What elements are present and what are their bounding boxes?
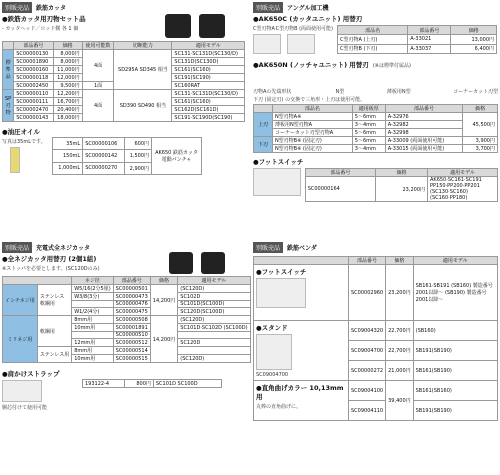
table-cell: N型 xyxy=(335,89,345,95)
table-cell: 13,000円 xyxy=(451,35,497,44)
table-cell: 14,200円 xyxy=(150,285,178,316)
table-cell: 12,200円 xyxy=(53,90,82,98)
table-cell: SC09004100 xyxy=(349,381,386,401)
table-cell: SC00000160 xyxy=(14,66,53,74)
table-cell: 部品番号 xyxy=(385,105,463,113)
table-cell: 14,200円 xyxy=(150,316,178,363)
table-cell: SC101D(SC100D) xyxy=(178,301,250,308)
table-cell: 12,000円 xyxy=(53,74,82,82)
oil-bottle-image xyxy=(10,147,20,173)
table-cell: SC00000272 xyxy=(349,361,386,381)
table-cell: A-33009 (両面使用可能) xyxy=(385,137,463,145)
foot-switch-table xyxy=(305,168,498,202)
foot-switch-image xyxy=(256,278,306,308)
blade-table xyxy=(2,41,245,122)
table-cell: SC00000476 xyxy=(113,301,150,308)
table-cell: 別販売品 xyxy=(2,2,32,13)
table-cell: SC00000510 xyxy=(113,332,150,339)
table-cell: SB161(SB160) xyxy=(413,381,497,401)
table-cell: 下刃 (固定刃) の交換で三角形・上刃は使用可能。 xyxy=(253,97,366,103)
table-cell: 部品番号 xyxy=(113,277,150,285)
table-cell: 適用板厚 xyxy=(352,105,385,113)
table-cell: SC00001890 xyxy=(14,58,53,66)
table-cell: 丸棒の直角曲げに。 xyxy=(256,404,302,410)
table-cell: 22,700円 xyxy=(386,321,414,341)
strap-image xyxy=(2,380,42,402)
rebar-bender-panel xyxy=(253,242,498,421)
table-cell: SC00000111 xyxy=(14,98,53,106)
table-cell: 1,500円 xyxy=(124,150,151,162)
table-cell: 150mL xyxy=(53,150,83,162)
table-cell: 5〜6mm xyxy=(352,137,385,145)
panel-header xyxy=(2,242,245,252)
table-cell: 4面 xyxy=(82,50,114,82)
table-cell: N型刃物A※ xyxy=(272,113,352,121)
bender-table xyxy=(253,256,498,421)
table-cell: 20,400円 xyxy=(53,106,82,114)
table-cell: SC161(SC160) xyxy=(172,98,245,106)
c-blade-table xyxy=(337,25,497,54)
table-cell: SC00000142 xyxy=(83,150,125,162)
table-cell: SC00000118 xyxy=(14,74,53,82)
table-cell: C型刃物A (上刃) xyxy=(338,35,408,44)
table-cell: 12mm用 xyxy=(72,339,113,347)
table-cell: (SC120D) xyxy=(178,316,250,324)
table-cell: N型刃物B※ (固定刃) xyxy=(272,145,352,153)
table-cell: SC00000473 xyxy=(113,293,150,301)
table-cell: W5/16(2分5厘) xyxy=(72,285,113,293)
table-cell: (SC120D) xyxy=(178,285,250,293)
table-cell: 3,700円 xyxy=(463,145,498,153)
table-cell: ネジ径 xyxy=(72,277,113,285)
table-cell: 部品名 xyxy=(338,26,408,35)
table-cell: ●フットスイッチ xyxy=(256,268,307,276)
oil-note: 写真は35mLです。 xyxy=(2,139,46,145)
table-cell: A-32982 xyxy=(385,121,463,129)
table-cell: 3〜4mm xyxy=(352,145,385,153)
table-cell: SC00000515 xyxy=(113,355,150,363)
table-cell: 鉄筋カッタ xyxy=(36,4,66,12)
table-cell: 9,500円 xyxy=(53,82,82,90)
table-cell: 部品番号 xyxy=(349,257,386,265)
table-cell: 11,000円 xyxy=(53,66,82,74)
table-cell: 39,400円 xyxy=(386,381,414,421)
table-cell: SC09004700 xyxy=(349,341,386,361)
angle-machine-panel xyxy=(253,2,498,202)
table-cell: 薄板用N型刃物A xyxy=(272,121,352,129)
table-cell: AK650·SC161·SC191 PP150·PP200·PP201 (SC130·SC160) (SC160·PP180) xyxy=(428,177,498,202)
table-cell: SC120D(SC100D) xyxy=(178,308,250,316)
table-cell: 鉄筋ベンダ xyxy=(287,244,317,252)
table-cell: ※ストッパを必要とします。(SC120Dのみ) xyxy=(2,266,100,272)
table-cell: 薄板用N型 xyxy=(386,89,411,95)
table-cell: 部品番号 xyxy=(305,169,375,177)
table-cell: コーナーカット刃型 xyxy=(453,89,498,95)
table-cell: A-33021 xyxy=(408,35,451,44)
table-cell: 23,200円 xyxy=(375,177,427,202)
thread-blade-table xyxy=(2,276,251,363)
table-cell: 8,000円 xyxy=(53,58,82,66)
table-cell: SC00001891 xyxy=(113,324,150,332)
table-cell: 21,000円 xyxy=(386,361,414,381)
thread-cutter-panel xyxy=(2,242,248,411)
table-cell: 別販売品 xyxy=(2,242,32,253)
cutter-blade-image xyxy=(199,14,225,38)
table-cell: SC00000106 xyxy=(83,138,125,150)
table-cell: 刃物Aの先端形状 xyxy=(253,89,292,95)
table-cell: 18,000円 xyxy=(53,114,82,122)
table-cell: 充電式全ネジカッタ xyxy=(36,244,90,252)
table-cell: SC00002450 xyxy=(14,82,53,90)
table-cell: 部品番号 xyxy=(408,26,451,35)
table-cell: N型刃物B※ (固定刃) xyxy=(272,137,352,145)
table-cell: SC00000512 xyxy=(113,339,150,347)
table-cell: SC00000270 xyxy=(83,162,125,174)
oil-table xyxy=(52,137,202,175)
table-cell: SC101D SC100D xyxy=(153,380,221,388)
table-cell: 45,500円 xyxy=(463,113,498,137)
table-cell: W3/8(3分) xyxy=(72,293,113,301)
thread-blade-image xyxy=(201,252,225,274)
table-cell: SC120D xyxy=(178,339,250,347)
table-cell: 適用モデル xyxy=(428,169,498,177)
table-cell: ●直角曲げカラー 10,13mm用 xyxy=(256,384,344,401)
table-cell: 16,700円 xyxy=(53,98,82,106)
table-cell: 別販売品 xyxy=(253,2,283,13)
table-cell: 価格 xyxy=(53,42,82,50)
table-cell: 部品番号 xyxy=(14,42,53,50)
table-cell: SC00002470 xyxy=(14,106,53,114)
table-cell: SC00000475 xyxy=(113,308,150,316)
table-cell: 8mm用 xyxy=(72,316,113,324)
rebar-cutter-panel xyxy=(2,2,245,175)
table-cell: 600円 xyxy=(124,138,151,150)
table-cell: SD295A SD345 相当 xyxy=(114,50,172,90)
table-cell: SC131D(SC130D) xyxy=(172,58,245,66)
strap-table xyxy=(82,379,222,388)
section-title: ●鉄筋カッタ用刃物セット品 xyxy=(2,15,86,23)
table-cell: SC162D(SC161D) xyxy=(172,106,245,114)
table-cell: A-32998 xyxy=(385,129,463,137)
table-cell: SC101D·SC102D (SC100D) xyxy=(178,324,250,332)
table-cell: ●全ネジカッタ用替刃 (2個1組) xyxy=(2,255,97,263)
table-cell: 5〜6mm xyxy=(352,113,385,121)
stand-image xyxy=(256,334,292,370)
blade-b-image xyxy=(287,34,315,54)
table-cell: ●スタンド xyxy=(256,324,288,332)
table-cell: 35mL xyxy=(53,138,83,150)
table-cell: 23,200円 xyxy=(386,265,414,321)
table-cell: 800円 xyxy=(125,380,153,388)
table-cell: (※は標準付属品) xyxy=(372,63,411,69)
table-cell: 切断能力 xyxy=(114,42,172,50)
table-cell: 22,700円 xyxy=(386,341,414,361)
foot-switch-title: ●フットスイッチ xyxy=(253,158,304,166)
cutter-blade-image xyxy=(165,14,191,38)
table-cell: SC09004700 xyxy=(256,372,289,378)
table-cell: SC09004320 xyxy=(349,321,386,341)
table-cell xyxy=(72,332,113,339)
table-cell: 適用モデル xyxy=(413,257,497,265)
table-cell: 10mm用 xyxy=(72,355,113,363)
table-cell: A-33015 (両面使用可能) xyxy=(385,145,463,153)
thread-blade-image xyxy=(169,252,193,274)
table-cell: W1/2(4分) xyxy=(72,308,113,316)
table-cell: SC160RAT xyxy=(172,82,245,90)
table-cell: 標準品 xyxy=(3,50,14,90)
panel-header xyxy=(253,2,498,12)
table-cell: ●AK650N (ノッチャユニット) 用替刃 xyxy=(253,61,369,69)
table-cell: 価格 xyxy=(375,169,427,177)
table-cell: アングル加工機 xyxy=(287,4,329,12)
table-cell: ステンレス用 xyxy=(37,347,71,363)
table-cell: 価格 xyxy=(463,105,498,113)
table-cell: SC00000164 xyxy=(305,177,375,202)
table-cell: A-33037 xyxy=(408,44,451,53)
table-cell: ステンレス 軟鋼用 xyxy=(37,285,71,316)
table-cell: 5〜6mm xyxy=(352,129,385,137)
table-cell: ミリネジ用 xyxy=(3,316,38,363)
n-blade-table xyxy=(253,104,498,153)
table-cell: 適用モデル xyxy=(172,42,245,50)
table-cell: SC00000110 xyxy=(14,90,53,98)
table-cell: SC00000143 xyxy=(14,114,53,122)
oil-title: ●油圧オイル xyxy=(2,128,40,136)
foot-switch-image xyxy=(253,168,301,196)
section-title: ●AK650C (カッタユニット) 用替刃 xyxy=(253,15,363,23)
table-cell: 適用モデル xyxy=(178,277,250,285)
table-cell: 軟鋼用 xyxy=(37,316,71,347)
table-cell: SC00000501 xyxy=(113,285,150,293)
table-cell: 1,000mL xyxy=(53,162,83,174)
table-cell: 4面 xyxy=(82,90,114,122)
table-cell: SB191(SB190) xyxy=(413,341,497,361)
table-cell: 下刃 xyxy=(254,137,273,153)
table-cell: 193122-4 xyxy=(83,380,125,388)
section-note: - カッタヘッド／ロッド側 各 1 個 xyxy=(2,26,79,32)
table-cell: SC00000130 xyxy=(14,50,53,58)
table-cell: SB191(SB190) xyxy=(413,401,497,421)
table-cell: ●肩かけストラップ xyxy=(2,370,60,378)
table-cell: SC09004110 xyxy=(349,401,386,421)
table-cell: 上刃 xyxy=(254,113,273,137)
table-cell: SP刃物 xyxy=(3,90,14,122)
table-cell: SC161(SC160) xyxy=(172,66,245,74)
table-cell: 3,900円 xyxy=(463,137,498,145)
table-cell: 8,000円 xyxy=(53,50,82,58)
panel-header xyxy=(253,242,498,252)
table-cell: SC131·SC131D(SC130/D) xyxy=(172,90,245,98)
table-cell: 8mm用 xyxy=(72,347,113,355)
table-cell: 使用可能数 xyxy=(82,42,114,50)
table-cell: C型刃物B (下刃) xyxy=(338,44,408,53)
table-cell: SC191·SC190D(SC190) xyxy=(172,114,245,122)
table-cell: 胴芯付けて使用可能 xyxy=(2,405,48,411)
table-cell: SC131·SC131D(SC130/D) xyxy=(172,50,245,58)
table-cell: 部品名 xyxy=(272,105,352,113)
table-cell: インチネジ用 xyxy=(3,285,38,316)
table-cell: SC191(SC190) xyxy=(172,74,245,82)
table-cell: SC00002960 xyxy=(349,265,386,321)
table-cell: C型刃物A xyxy=(253,26,275,32)
table-cell: (SC120D) xyxy=(178,355,250,363)
table-cell: SC00000514 xyxy=(113,347,150,355)
table-cell: 6,400円 xyxy=(451,44,497,53)
table-cell: A-32976 xyxy=(385,113,463,121)
table-cell: 1面 xyxy=(82,82,114,90)
table-cell: 3〜4mm xyxy=(352,121,385,129)
table-cell xyxy=(72,301,113,308)
table-cell xyxy=(178,347,250,355)
panel-header xyxy=(2,2,245,12)
table-cell: コーナーカット刃型刃物A xyxy=(272,129,352,137)
table-cell: SB161·SB191 (SB160) 製造番号2001以降〜 (SB190) 製造番号2001以降〜 xyxy=(413,265,497,321)
blade-a-image xyxy=(253,34,281,54)
table-cell: SB161(SB190) xyxy=(413,361,497,381)
table-cell: AK650 鉄筋カッタ 電動パンチャ xyxy=(152,138,202,175)
table-cell: 価格 xyxy=(386,257,414,265)
table-cell xyxy=(178,332,250,339)
table-cell: 別販売品 xyxy=(253,242,283,253)
table-cell: 10mm用 xyxy=(72,324,113,332)
table-cell: SD390 SD490 相当 xyxy=(114,90,172,122)
table-cell: 価格 xyxy=(150,277,178,285)
table-cell: C型刃物B (両面使用可能) xyxy=(275,26,333,32)
table-cell: SC00000508 xyxy=(113,316,150,324)
table-cell: (SB160) xyxy=(413,321,497,341)
table-cell: SC102D xyxy=(178,293,250,301)
table-cell: 2,900円 xyxy=(124,162,151,174)
table-cell: 価格 xyxy=(451,26,497,35)
